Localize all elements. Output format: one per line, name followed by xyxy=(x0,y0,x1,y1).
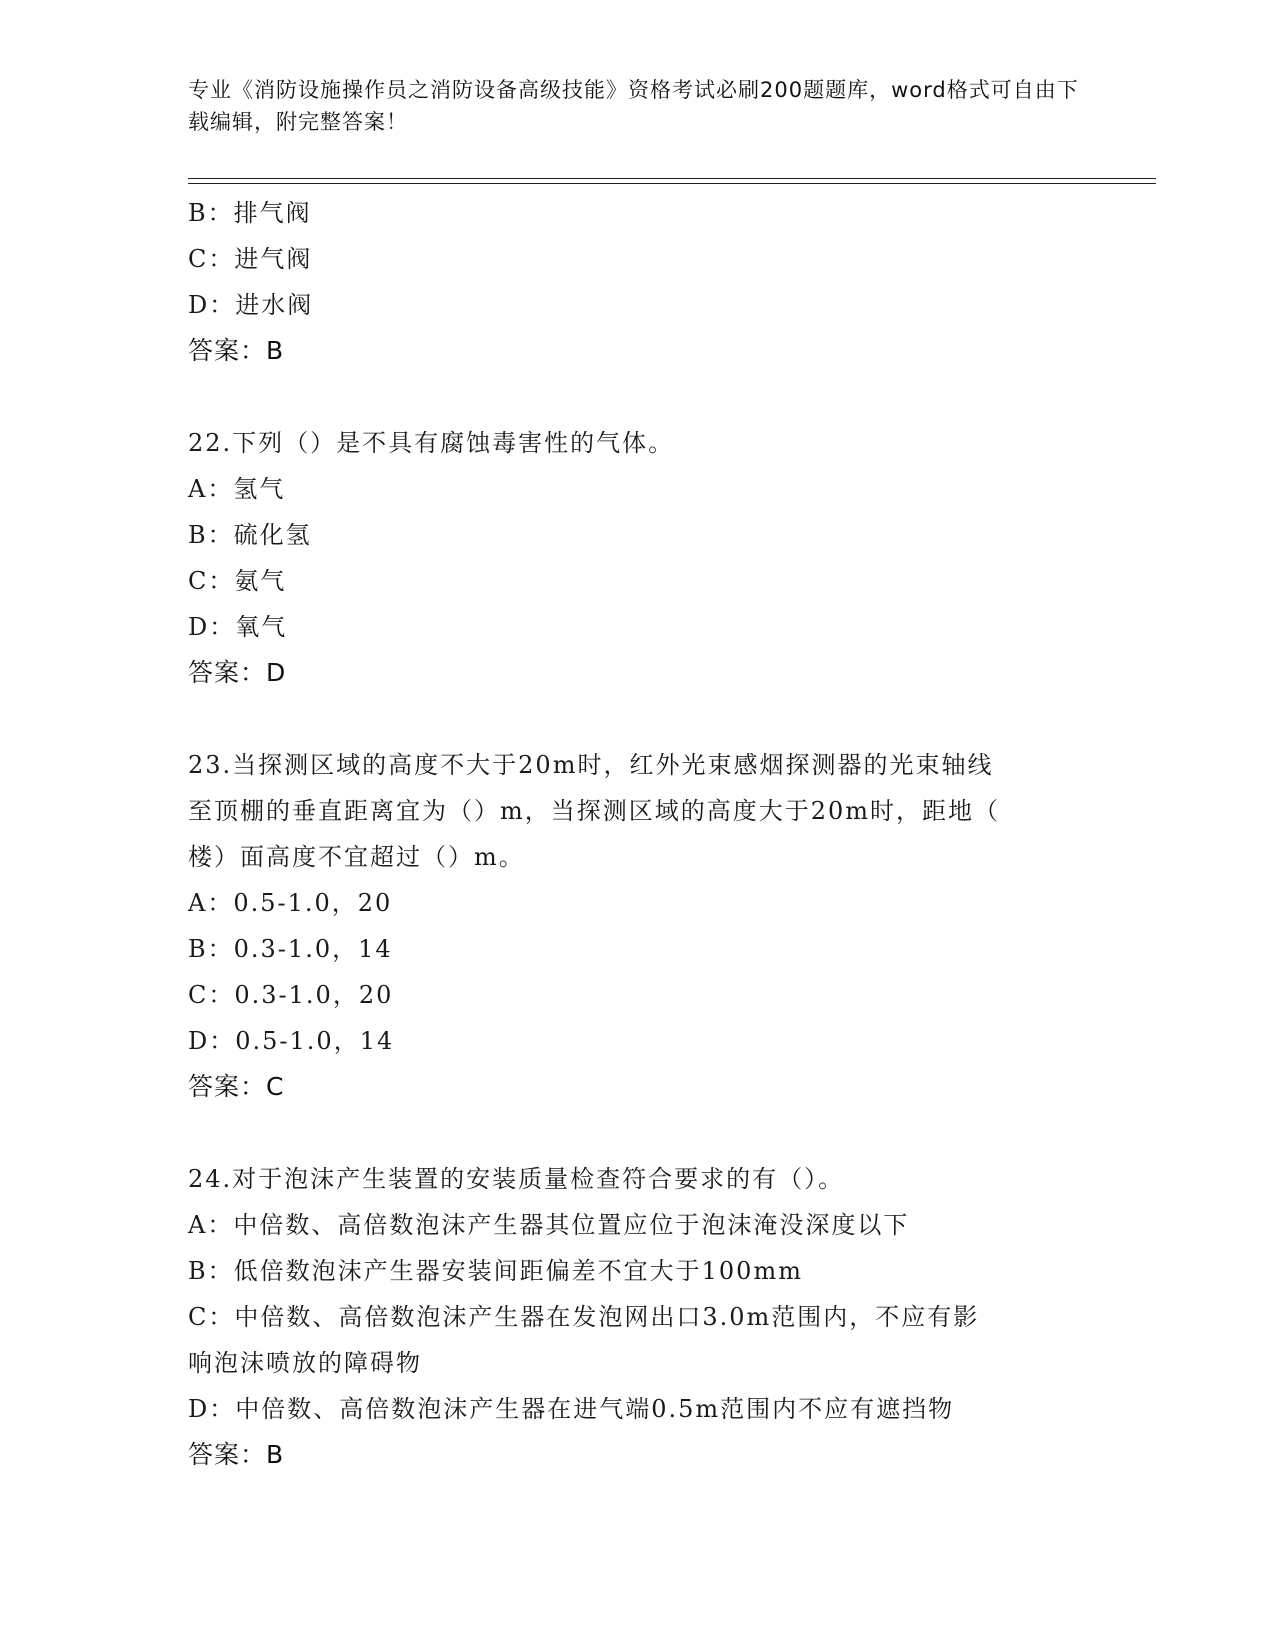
option-text: 中倍数、高倍数泡沫产生器在发泡网出口3.0m范围内，不应有影 xyxy=(234,1303,980,1331)
option-key: C： xyxy=(188,245,235,273)
option-a xyxy=(188,466,1088,512)
option-key: B： xyxy=(188,1257,234,1285)
option-key: D： xyxy=(188,291,236,319)
option-key: A： xyxy=(188,1211,234,1239)
option-text: 硫化氢 xyxy=(233,521,312,549)
question-list xyxy=(188,190,1088,1478)
option-a xyxy=(188,1202,1088,1248)
option-c xyxy=(188,558,1088,604)
option-text: 低倍数泡沫产生器安装间距偏差不宜大于100mm xyxy=(233,1257,803,1285)
option-text: 氢气 xyxy=(233,475,286,503)
option-text: 0.3-1.0，14 xyxy=(233,935,393,963)
answer-label: 答案：B xyxy=(188,1440,285,1469)
spacer xyxy=(188,696,1088,742)
option-text: 排气阀 xyxy=(233,199,312,227)
option-c xyxy=(188,236,1088,282)
option-key: B： xyxy=(188,521,234,549)
spacer xyxy=(188,374,1088,420)
answer-label: 答案：C xyxy=(188,1072,285,1101)
question-stem: 24.对于泡沫产生装置的安装质量检查符合要求的有（）。 xyxy=(188,1165,845,1193)
option-key: C： xyxy=(188,1303,235,1331)
question-22 xyxy=(188,420,1088,696)
option-text: 进气阀 xyxy=(234,245,313,273)
option-text: 进水阀 xyxy=(235,291,314,319)
question-stem-line: 楼）面高度不宜超过（）m。 xyxy=(188,843,525,871)
option-text: 0.3-1.0，20 xyxy=(234,981,394,1009)
option-d xyxy=(188,1386,1088,1432)
option-text: 氧气 xyxy=(235,613,288,641)
option-text: 响泡沫喷放的障碍物 xyxy=(188,1349,422,1377)
option-c-continued xyxy=(188,1340,1088,1386)
option-key: D： xyxy=(188,1027,236,1055)
option-key: C： xyxy=(188,981,235,1009)
option-d xyxy=(188,282,1088,328)
question-stem-line: 23.当探测区域的高度不大于20m时，红外光束感烟探测器的光束轴线 xyxy=(188,751,994,779)
option-d xyxy=(188,1018,1088,1064)
question-23 xyxy=(188,742,1088,1110)
option-text: 中倍数、高倍数泡沫产生器在进气端0.5m范围内不应有遮挡物 xyxy=(235,1395,955,1423)
option-c xyxy=(188,972,1088,1018)
option-text: 0.5-1.0，20 xyxy=(233,889,393,917)
option-key: A： xyxy=(188,475,234,503)
header-divider-top xyxy=(188,178,1156,179)
option-b xyxy=(188,1248,1088,1294)
option-b xyxy=(188,512,1088,558)
spacer xyxy=(188,1110,1088,1156)
option-key: D： xyxy=(188,1395,236,1423)
option-text: 0.5-1.0，14 xyxy=(235,1027,395,1055)
question-21-continued xyxy=(188,190,1088,374)
option-key: B： xyxy=(188,199,234,227)
option-key: C： xyxy=(188,567,235,595)
option-d xyxy=(188,604,1088,650)
answer-label: 答案：D xyxy=(188,658,287,687)
question-stem: 22.下列（）是不具有腐蚀毒害性的气体。 xyxy=(188,429,675,457)
option-text: 中倍数、高倍数泡沫产生器其位置应位于泡沫淹没深度以下 xyxy=(233,1211,910,1239)
option-text: 氨气 xyxy=(234,567,287,595)
option-key: D： xyxy=(188,613,236,641)
answer-label: 答案：B xyxy=(188,336,285,365)
option-key: B： xyxy=(188,935,234,963)
option-key: A： xyxy=(188,889,234,917)
option-a xyxy=(188,880,1088,926)
document-header: 专业《消防设施操作员之消防设备高级技能》资格考试必刷200题题库，word格式可自由下载编辑，附完整答案！ xyxy=(188,78,1079,134)
option-c xyxy=(188,1294,1088,1340)
option-b xyxy=(188,190,1088,236)
question-stem-line: 至顶棚的垂直距离宜为（）m，当探测区域的高度大于20m时，距地（ xyxy=(188,797,1001,825)
question-24 xyxy=(188,1156,1088,1478)
header-divider-bottom xyxy=(188,183,1156,184)
option-b xyxy=(188,926,1088,972)
